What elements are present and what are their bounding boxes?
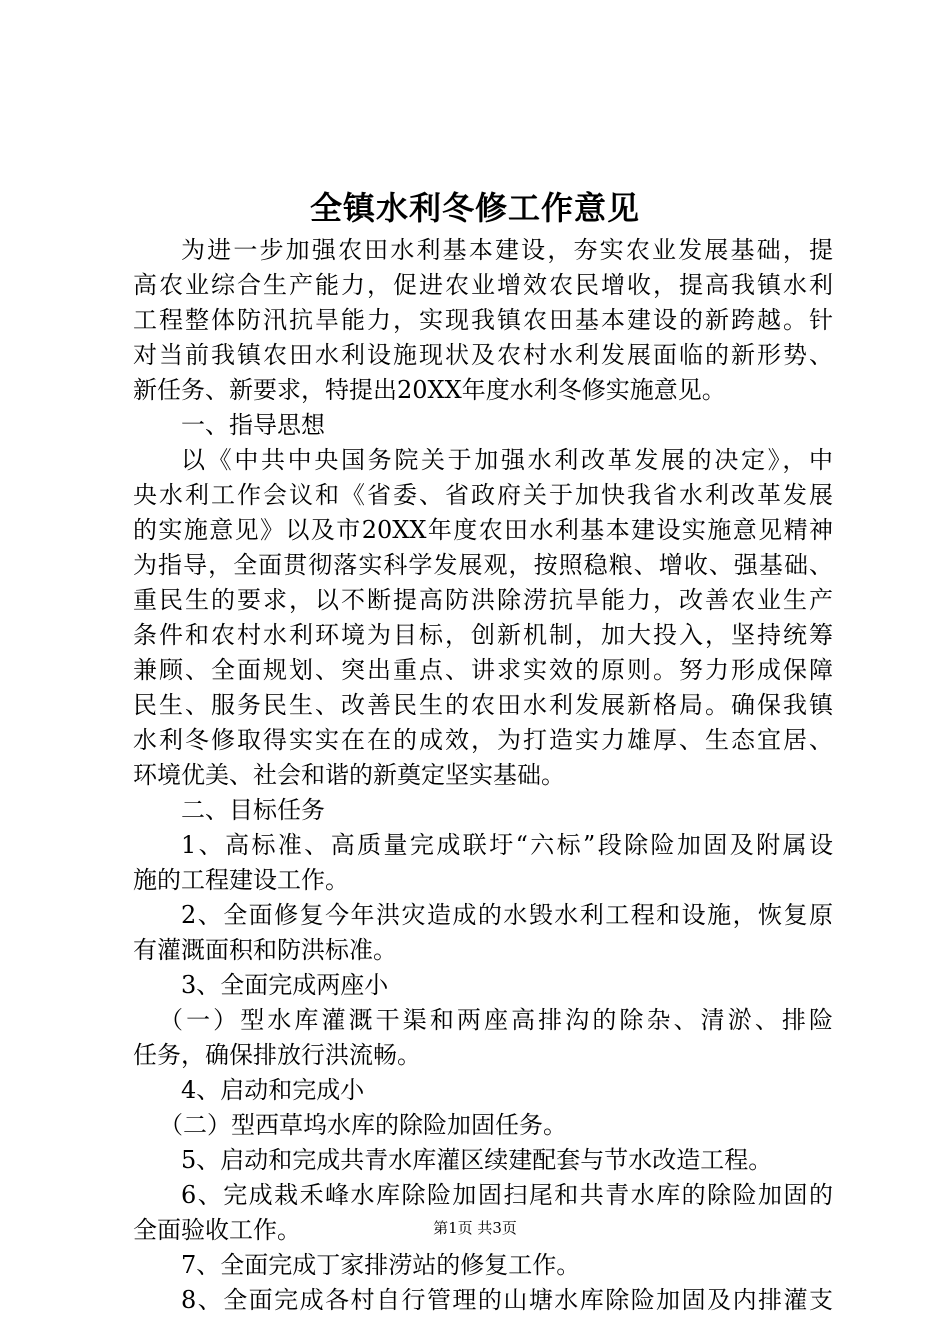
paragraph-line: 工程整体防汛抗旱能力，实现我镇农田基本建设的新跨越。针 xyxy=(133,306,833,334)
list-item-line: 2、全面修复今年洪灾造成的水毁水利工程和设施，恢复原 xyxy=(181,901,833,929)
paragraph-line: 以《中共中央国务院关于加强水利改革发展的决定》，中 xyxy=(181,446,833,474)
list-item-line: （二）型西草坞水库的除险加固任务。 xyxy=(159,1111,567,1139)
paragraph-line: 高农业综合生产能力，促进农业增效农民增收，提高我镇水利 xyxy=(133,271,833,299)
list-item-line: 1、高标准、高质量完成联圩“六标”段除险加固及附属设 xyxy=(181,831,833,859)
list-item-line: 8、全面完成各村自行管理的山塘水库除险加固及内排灌支 xyxy=(181,1286,833,1314)
section-heading: 二、目标任务 xyxy=(181,796,325,824)
paragraph-line: 为指导，全面贯彻落实科学发展观，按照稳粮、增收、强基础、 xyxy=(133,551,833,579)
paragraph-line: 央水利工作会议和《省委、省政府关于加快我省水利改革发展 xyxy=(133,481,833,509)
list-item-line: 有灌溉面积和防洪标准。 xyxy=(133,936,397,964)
paragraph-line: 新任务、新要求，特提出20XX年度水利冬修实施意见。 xyxy=(133,376,726,404)
document-title: 全镇水利冬修工作意见 xyxy=(309,189,640,227)
paragraph-line: 环境优美、社会和谐的新奠定坚实基础。 xyxy=(133,761,565,789)
page-footer: 第1页 共3页 xyxy=(433,1219,517,1237)
paragraph-line: 水利冬修取得实实在在的成效，为打造实力雄厚、生态宜居、 xyxy=(133,726,833,754)
paragraph-line: 民生、服务民生、改善民生的农田水利发展新格局。确保我镇 xyxy=(133,691,833,719)
paragraph-line: 为进一步加强农田水利基本建设，夯实农业发展基础，提 xyxy=(181,236,833,264)
list-item-line: 3、全面完成两座小 xyxy=(181,971,389,999)
list-item-line: 6、完成栽禾峰水库除险加固扫尾和共青水库的除险加固的 xyxy=(181,1181,833,1209)
list-item-line: 任务，确保排放行洪流畅。 xyxy=(133,1041,421,1069)
list-item-line: 7、全面完成丁家排涝站的修复工作。 xyxy=(181,1251,581,1279)
list-item-line: 4、启动和完成小 xyxy=(181,1076,365,1104)
paragraph-line: 重民生的要求，以不断提高防洪除涝抗旱能力，改善农业生产 xyxy=(133,586,833,614)
section-heading: 一、指导思想 xyxy=(181,411,325,439)
list-item-line: 全面验收工作。 xyxy=(133,1216,301,1244)
paragraph-line: 的实施意见》以及市20XX年度农田水利基本建设实施意见精神 xyxy=(133,516,833,544)
list-item-line: （一）型水库灌溉干渠和两座高排沟的除杂、清淤、排险 xyxy=(159,1006,833,1034)
paragraph-line: 兼顾、全面规划、突出重点、讲求实效的原则。努力形成保障 xyxy=(133,656,833,684)
paragraph-line: 条件和农村水利环境为目标，创新机制，加大投入，坚持统筹 xyxy=(133,621,833,649)
list-item-line: 施的工程建设工作。 xyxy=(133,866,349,894)
paragraph-line: 对当前我镇农田水利设施现状及农村水利发展面临的新形势、 xyxy=(133,341,833,369)
list-item-line: 5、启动和完成共青水库灌区续建配套与节水改造工程。 xyxy=(181,1146,773,1174)
document-body xyxy=(133,233,833,1318)
